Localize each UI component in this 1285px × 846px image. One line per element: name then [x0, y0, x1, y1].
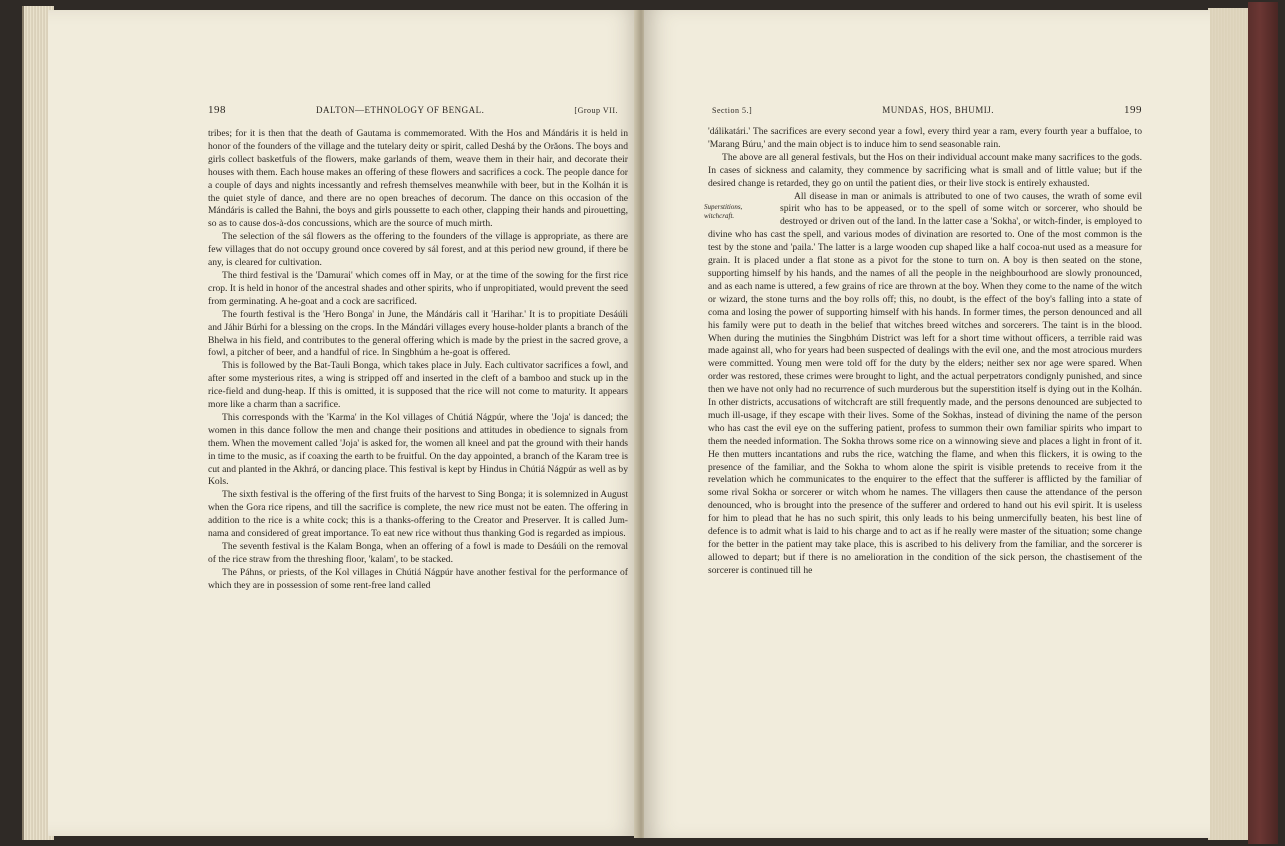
paragraph: The Páhns, or priests, of the Kol villages in Chútiá Nágpúr have another festival for the performance of which they are in possession of some rent-free land called: [208, 566, 628, 591]
right-page-stack: [1208, 8, 1251, 840]
right-page-number: 199: [1124, 104, 1142, 116]
paragraph: The selection of the sál flowers as the offering to the founders of the village is appropriate, as there are few villages that do not occupy ground once covered by sál forest, and at this period new ground, if there be any, is cleared for cultivation.: [208, 231, 628, 269]
left-running-head: [208, 104, 618, 116]
book-cover-edge: [1248, 2, 1278, 844]
margin-note: Superstitions, witchcraft.: [704, 202, 743, 220]
paragraph: This is followed by the Bat-Tauli Bonga, which takes place in July. Each cultivator sacrifices a fowl, and after some mysterious rites, a wing is stripped off and inserted in the cleft of a bamboo and stuck up in the rice-field and dung-heap. If this is omitted, it is supposed that the rice will not come to maturity. It appears more like a charm than a sacrifice.: [208, 360, 628, 411]
left-page-number: 198: [208, 104, 226, 116]
left-body-text: [208, 128, 628, 593]
paragraph: The seventh festival is the Kalam Bonga, when an offering of a fowl is made to Desáúli on the removal of the rice straw from the threshing floor, 'kalam', to be stacked.: [208, 541, 628, 565]
left-section-label: [Group VII.: [574, 106, 618, 115]
paragraph: The third festival is the 'Damurai' which comes off in May, or at the time of the sowing for the first rice crop. It is held in honor of the ancestral shades and other spirits, who if unpropitiated, would prevent the seed from germinating. A he-goat and a cock are sacrificed.: [208, 269, 628, 307]
paragraph: All disease in man or animals is attributed to one of two causes, the wrath of some evil spirit who has to be appeased, or to the spell of some witch or sorcerer, who should be destroyed or driven out of the land. In the latter case a 'Sokha', or witch-finder, is employed to divine who has cast the spell, and various modes of divination are resorted to. One of the most common is the test by the stone and 'paila.' The latter is a large wooden cup shaped like a half cocoa-nut used as a measure for grain. It is placed under a flat stone as a pivot for the stone to turn on. A boy is then seated on the stone, supporting himself by his hands, and the names of all the people in the neighbourhood are slowly pronounced, and as each name is uttered, a few grains of rice are thrown at the boy. When they come to the name of the witch or wizard, the stone turns and the boy rolls off; this, no doubt, is the effect of the boy's falling into a state of coma and losing the power of supporting himself with his hands. In former times, the person denounced and all his family were put to death in the belief that witches breed witches and sorcerers. The taint is in the blood. When during the mutinies the Singbhúm District was left for a short time without officers, a terrible raid was made against all, who for years had been suspected of dealings with the evil one, and the most atrocious murders were committed. Young men were told off for the duty by the elders; neither sex nor age were spared. When order was restored, these crimes were brought to light, and the actual perpetrators condignly punished, and since then we have not only had no recurrence of such murderous but the superstition itself is dying out in the Kolhán. In other districts, accusations of witchcraft are still frequently made, and the persons denounced are subjected to much ill-usage, if they escape with their lives. Some of the Sokhas, instead of divining the name of the person who has cast the evil eye on the suffering patient, profess to summon their own familiar spirits who impart to them the needed information. The Sokha throws some rice on a winnowing sieve and places a light in front of it. He then mutters incantations and rubs the rice, watching the flame, and when this flickers, it is owing to the presence of the familiar, and the Sokha to whom alone the spirit is visible pretends to receive from it the revelation which he communicates to the enquirer to the effect that the sufferer is afflicted by the familiar of some rival Sokha or sorcerer or witch whom he names. The villagers then cause the attendance of the person denounced, who is brought into the presence of the sufferer and ordered to hand out his evil spirit. It is useless for him to plead that he has no such spirit, this only leads to his being unmercifully beaten, his best line of defence is to admit what is laid to his charge and to act as if he really were master of the situation; some change for the better in the patient may take place, this is ascribed to his delivery from the familiar, and the sorcerer is allowed to depart; but if there is no amelioration in the condition of the sick person, the chastisement of the sorcerer is continued till he: [708, 190, 1142, 576]
right-running-head: [712, 104, 1142, 116]
paragraph: tribes; for it is then that the death of Gautama is commemorated. With the Hos and Mándáris it is held in honor of the founders of the village and the tutelary deity or spirit, called Deshá by the Orăons. The boys and girls collect basketfuls of the flowers, make garlands of them, weave them in their hair, and decorate their houses with them. Each house makes an offering of these flowers and sacrifices a cock. The people dance for a couple of days and nights incessantly and refresh themselves meanwhile with beer, but in the Kolhán it is the quiet style of dance, and there are no open breaches of decorum. The dance on this occasion of the Mándáris is called the Bahni, the boys and girls poussette to each other, clapping their hands and pirouetting, so as to cause dos-à-dos concussions, which are the source of much mirth.: [208, 128, 628, 230]
paragraph: This corresponds with the 'Karma' in the Kol villages of Chútiá Nágpúr, where the 'Joja' is danced; the women in this dance follow the men and change their positions and attitudes in obedience to signals from them. When the movement called 'Joja' is asked for, the women all kneel and pat the ground with their hands in time to the music, as if coaxing the earth to be fruitful. On the day appointed, a branch of the Karam tree is cut and planted in the Akhrá, or dancing place. This festival is kept by Hindus in Chútiá Nágpúr as well as by Kols.: [208, 411, 628, 488]
left-page: [48, 10, 640, 836]
right-body-text: [704, 126, 1142, 578]
right-section-label: Section 5.]: [712, 106, 753, 115]
paragraph: The sixth festival is the offering of the first fruits of the harvest to Sing Bonga; it is solemnized in August when the Gora rice ripens, and till the sacrifice is complete, the new rice must not be eaten. The offering in addition to the rice is a white cock; this is a thanks-offering to the Creator and Preserver. It is called Jum-nama and considered of great importance. To eat new rice without thus thanking God is regarded as impious.: [208, 489, 628, 540]
paragraph: The above are all general festivals, but the Hos on their individual account make many sacrifices to the gods. In cases of sickness and calamity, they commence by sacrificing what is small and of little value; but if the desired change is retarded, they go on until the patient dies, or their live stock is entirely exhausted.: [708, 151, 1142, 189]
left-running-title: DALTON—ETHNOLOGY OF BENGAL.: [316, 105, 485, 115]
right-running-title: MUNDAS, HOS, BHUMIJ.: [882, 105, 994, 115]
paragraph: 'dálikatári.' The sacrifices are every second year a fowl, every third year a ram, every fourth year a buffaloe, to 'Marang Búru,' and the main object is to induce him to send seasonable rain.: [708, 126, 1142, 150]
right-page: [644, 10, 1210, 838]
paragraph: The fourth festival is the 'Hero Bonga' in June, the Mándáris call it 'Harihar.' It is to propitiate Desáúli and Jáhir Búrhi for a blessing on the crops. In the Mándári villages every house-holder plants a branch of the Bhelwa in his field, and contributes to the general offering which is made by the priest in the sacred grove, a fowl, a pitcher of beer, and a handful of rice. In Singbhúm a he-goat is offered.: [208, 308, 628, 359]
